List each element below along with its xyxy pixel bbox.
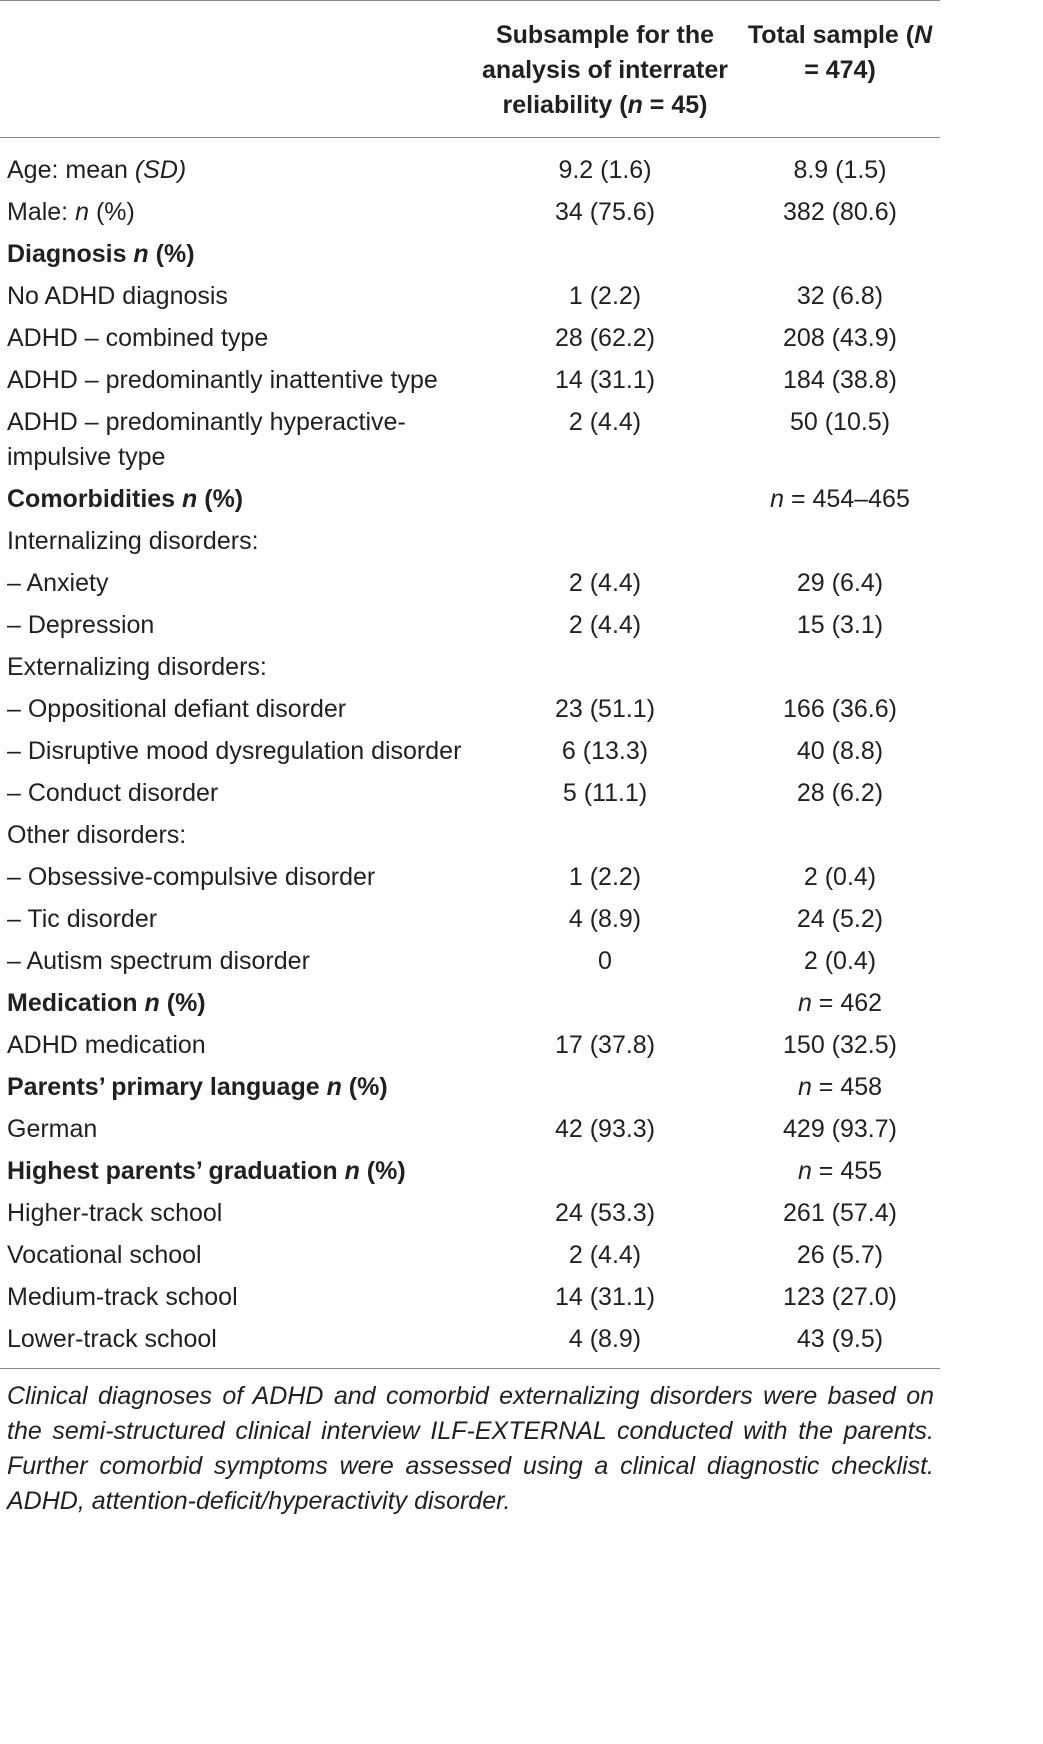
subsample-value: 0: [598, 947, 612, 975]
subsample-value: 1 (2.2): [568, 282, 642, 310]
subsample-value: 2 (4.4): [568, 1241, 642, 1269]
subsample-value: 42 (93.3): [554, 1115, 656, 1143]
header-subsample-column: Subsample for the analysis of interrater reliability (n = 45): [482, 21, 728, 119]
row-label: No ADHD diagnosis: [7, 282, 228, 310]
table-row: [0, 773, 940, 815]
row-label: Internalizing disorders:: [7, 527, 259, 555]
table-body: [0, 138, 940, 1369]
row-label: – Depression: [7, 611, 155, 639]
row-label: – Tic disorder: [7, 905, 158, 933]
subsample-value: 14 (31.1): [554, 1283, 656, 1311]
row-label: ADHD – predominantly inattentive type: [7, 366, 438, 394]
row-label: – Obsessive-compulsive disorder: [7, 863, 376, 891]
subsample-value: 1 (2.2): [568, 863, 642, 891]
subsample-value: [470, 815, 740, 857]
table-footnote: Clinical diagnoses of ADHD and comorbid externalizing disorders were based on the semi-structured clinical interview ILF-EXTERNAL conducted with the parents. Further comorbid symptoms were assessed using a clinical diagnostic checklist. ADHD, attention-deficit/hyperactivity disorder.: [7, 1382, 934, 1515]
section-header-row: [0, 1151, 940, 1193]
total-value: [740, 234, 940, 276]
table-row: [0, 402, 940, 479]
total-value: 166 (36.6): [783, 695, 897, 723]
row-label: Vocational school: [7, 1241, 202, 1269]
total-value: 382 (80.6): [783, 198, 897, 226]
subsample-value: 28 (62.2): [554, 324, 656, 352]
total-value: 184 (38.8): [783, 366, 897, 394]
total-value: n = 458: [797, 1073, 883, 1101]
total-value: n = 454–465: [770, 485, 910, 513]
subsample-value: 4 (8.9): [568, 905, 642, 933]
header-total-column: Total sample (N = 474): [747, 21, 933, 84]
subsample-value: 4 (8.9): [568, 1325, 642, 1353]
total-value: 28 (6.2): [796, 779, 884, 807]
row-label: ADHD medication: [7, 1031, 206, 1059]
total-value: 26 (5.7): [796, 1241, 884, 1269]
table-row: [0, 138, 940, 193]
header-label-column: [0, 1, 470, 138]
total-value: 43 (9.5): [796, 1325, 884, 1353]
subsample-value: 14 (31.1): [554, 366, 656, 394]
row-label: German: [7, 1115, 98, 1143]
total-value: 24 (5.2): [796, 905, 884, 933]
table-row: [0, 521, 940, 563]
subsample-value: 2 (4.4): [568, 408, 642, 436]
table-row: [0, 1025, 940, 1067]
header-row: [0, 1, 940, 138]
table-row: [0, 689, 940, 731]
table-row: [0, 1319, 940, 1369]
table-row: [0, 1193, 940, 1235]
row-label: – Anxiety: [7, 569, 109, 597]
row-label: Highest parents’ graduation n (%): [7, 1157, 406, 1185]
row-label: Higher-track school: [7, 1199, 223, 1227]
total-value: n = 462: [797, 989, 883, 1017]
row-label: Externalizing disorders:: [7, 653, 267, 681]
total-value: 2 (0.4): [803, 947, 877, 975]
total-value: 429 (93.7): [783, 1115, 897, 1143]
row-label: Parents’ primary language n (%): [7, 1073, 388, 1101]
table-row: [0, 731, 940, 773]
table-row: [0, 1235, 940, 1277]
total-value: 261 (57.4): [783, 1199, 897, 1227]
total-value: 2 (0.4): [803, 863, 877, 891]
subsample-value: [470, 521, 740, 563]
table-row: [0, 192, 940, 234]
total-value: [740, 815, 940, 857]
subsample-value: 2 (4.4): [568, 611, 642, 639]
row-label: Medication n (%): [7, 989, 206, 1017]
row-label: ADHD – combined type: [7, 324, 269, 352]
row-label: – Conduct disorder: [7, 779, 219, 807]
table-row: [0, 360, 940, 402]
total-value: 123 (27.0): [783, 1283, 897, 1311]
total-value: 208 (43.9): [783, 324, 897, 352]
section-header-row: [0, 1067, 940, 1109]
total-value: 29 (6.4): [796, 569, 884, 597]
subsample-value: 2 (4.4): [568, 569, 642, 597]
table-row: [0, 647, 940, 689]
row-label: – Disruptive mood dysregulation disorder: [7, 737, 462, 765]
table-row: [0, 563, 940, 605]
subsample-value: 17 (37.8): [554, 1031, 656, 1059]
row-label: Comorbidities n (%): [7, 485, 244, 513]
subsample-value: [470, 983, 740, 1025]
section-header-row: [0, 479, 940, 521]
subsample-value: 24 (53.3): [554, 1199, 656, 1227]
total-value: [740, 521, 940, 563]
total-value: 50 (10.5): [789, 408, 891, 436]
total-value: 40 (8.8): [796, 737, 884, 765]
row-label: – Autism spectrum disorder: [7, 947, 310, 975]
subsample-value: 9.2 (1.6): [558, 156, 652, 184]
section-header-row: [0, 983, 940, 1025]
subsample-value: 34 (75.6): [554, 198, 656, 226]
subsample-value: 6 (13.3): [561, 737, 649, 765]
table-row: [0, 899, 940, 941]
total-value: [740, 647, 940, 689]
row-label: ADHD – predominantly hyperactive-impulsive type: [7, 408, 406, 471]
table-header: [0, 1, 940, 138]
table-row: [0, 605, 940, 647]
total-value: 15 (3.1): [796, 611, 884, 639]
table-row: [0, 318, 940, 360]
row-label: Lower-track school: [7, 1325, 217, 1353]
subsample-value: [470, 1151, 740, 1193]
total-value: n = 455: [797, 1157, 883, 1185]
subsample-value: [470, 647, 740, 689]
table-row: [0, 276, 940, 318]
row-label: Diagnosis n (%): [7, 240, 195, 268]
section-header-row: [0, 234, 940, 276]
row-label: – Oppositional defiant disorder: [7, 695, 347, 723]
subsample-value: 23 (51.1): [554, 695, 656, 723]
subsample-value: 5 (11.1): [562, 779, 648, 807]
table-row: [0, 941, 940, 983]
table-row: [0, 1109, 940, 1151]
total-value: 8.9 (1.5): [793, 156, 887, 184]
table-row: [0, 857, 940, 899]
row-label: Medium-track school: [7, 1283, 238, 1311]
table-row: [0, 1277, 940, 1319]
total-value: 32 (6.8): [796, 282, 884, 310]
total-value: 150 (32.5): [783, 1031, 897, 1059]
subsample-value: [470, 479, 740, 521]
subsample-value: [470, 1067, 740, 1109]
row-label: Other disorders:: [7, 821, 187, 849]
subsample-value: [470, 234, 740, 276]
table-row: [0, 815, 940, 857]
row-label: Male: n (%): [7, 198, 135, 226]
row-label: Age: mean (SD): [7, 156, 187, 184]
